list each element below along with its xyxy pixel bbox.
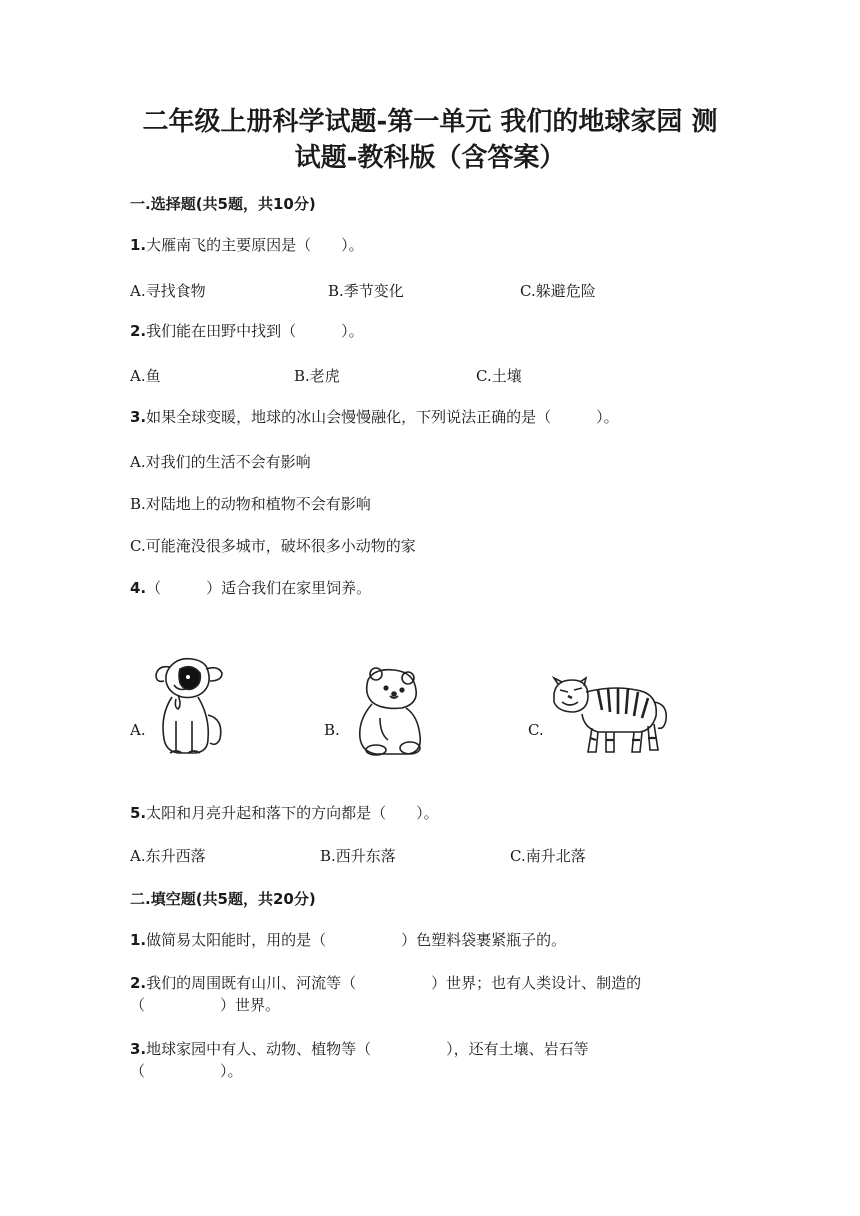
tiger-drawing bbox=[548, 676, 672, 756]
question-number: 2. bbox=[130, 322, 147, 340]
q1-option-c: C.躲避危险 bbox=[520, 282, 596, 300]
question-number: 1. bbox=[130, 931, 147, 949]
fill-question-1 bbox=[130, 929, 566, 951]
q2-option-a: A.鱼 bbox=[130, 367, 161, 385]
question-number: 4. bbox=[130, 579, 147, 597]
bear-drawing bbox=[346, 664, 426, 758]
q4-option-a: A. bbox=[130, 721, 146, 739]
q1-option-b: B.季节变化 bbox=[328, 282, 404, 300]
question-number: 2. bbox=[130, 974, 147, 992]
section-heading-fill-blank: 二.填空题(共5题，共20分) bbox=[130, 890, 316, 908]
title-line-2: 试题-教科版（含答案） bbox=[294, 143, 566, 173]
q2-option-b: B.老虎 bbox=[294, 367, 340, 385]
fill-question-2 bbox=[130, 972, 641, 994]
question-4 bbox=[130, 577, 371, 599]
question-text: 太阳和月亮升起和落下的方向都是（ ）。 bbox=[146, 804, 439, 822]
question-number: 1. bbox=[130, 236, 147, 254]
question-text: 如果全球变暖，地球的冰山会慢慢融化，下列说法正确的是（ ）。 bbox=[146, 408, 619, 426]
question-text: （ ）适合我们在家里饲养。 bbox=[146, 579, 372, 597]
dog-drawing bbox=[148, 655, 230, 759]
q2-option-c: C.土壤 bbox=[476, 367, 522, 385]
q1-option-a: A.寻找食物 bbox=[130, 282, 206, 300]
question-text: 我们的周围既有山川、河流等（ ）世界；也有人类设计、制造的 bbox=[146, 974, 642, 992]
title-line-1: 二年级上册科学试题-第一单元 我们的地球家园 测 bbox=[142, 107, 718, 137]
question-number: 3. bbox=[130, 408, 147, 426]
question-number: 3. bbox=[130, 1040, 147, 1058]
q3-option-a: A.对我们的生活不会有影响 bbox=[130, 453, 311, 471]
q4-option-c: C. bbox=[528, 721, 544, 739]
question-1 bbox=[130, 234, 364, 256]
section-heading-choice: 一.选择题(共5题，共10分) bbox=[130, 195, 316, 213]
question-text: 大雁南飞的主要原因是（ ）。 bbox=[146, 236, 364, 254]
q5-option-c: C.南升北落 bbox=[510, 847, 586, 865]
fill-question-3-continued: （ ）。 bbox=[130, 1062, 243, 1080]
q3-option-c: C.可能淹没很多城市，破坏很多小动物的家 bbox=[130, 537, 416, 555]
q4-option-b: B. bbox=[324, 721, 340, 739]
q5-option-b: B.西升东落 bbox=[320, 847, 396, 865]
question-number: 5. bbox=[130, 804, 147, 822]
fill-question-2-continued: （ ）世界。 bbox=[130, 996, 281, 1014]
question-2 bbox=[130, 320, 364, 342]
page-title bbox=[110, 104, 750, 176]
question-text: 我们能在田野中找到（ ）。 bbox=[146, 322, 364, 340]
question-5 bbox=[130, 802, 439, 824]
fill-question-3 bbox=[130, 1038, 589, 1060]
q5-option-a: A.东升西落 bbox=[130, 847, 206, 865]
q3-option-b: B.对陆地上的动物和植物不会有影响 bbox=[130, 495, 371, 513]
question-text: 地球家园中有人、动物、植物等（ ），还有土壤、岩石等 bbox=[146, 1040, 589, 1058]
question-3 bbox=[130, 406, 619, 428]
question-text: 做简易太阳能时，用的是（ ）色塑料袋裹紧瓶子的。 bbox=[146, 931, 567, 949]
